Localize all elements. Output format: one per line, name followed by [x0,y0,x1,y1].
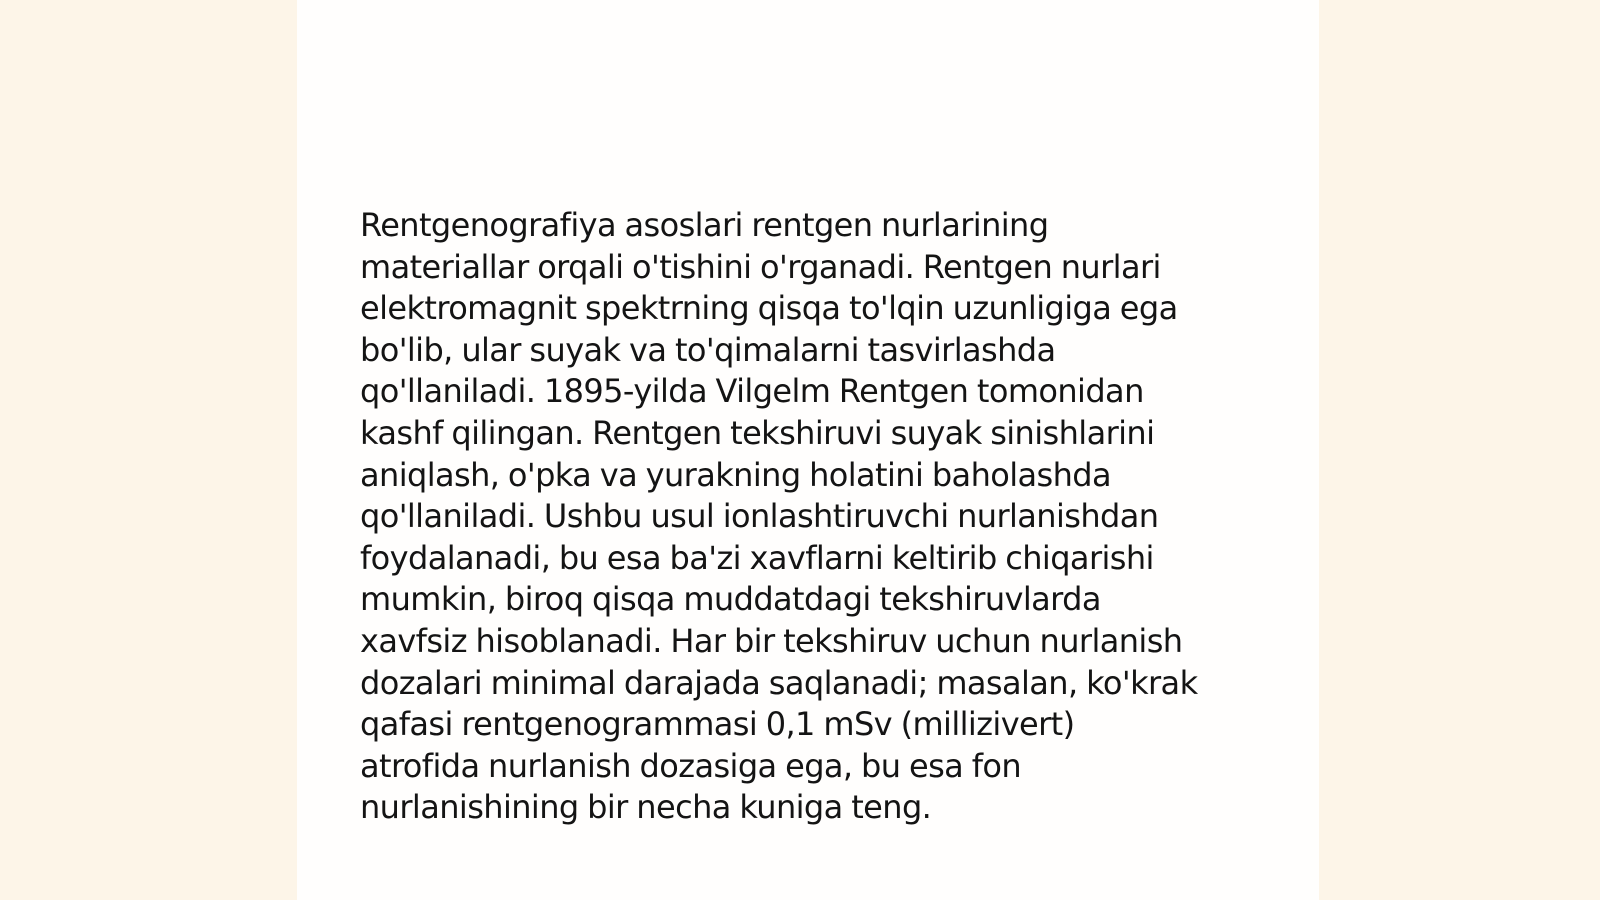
paragraph-line: kashf qilingan. Rentgen tekshiruvi suyak sinishlarini [360,413,1155,452]
paragraph-line: dozalari minimal darajada saqlanadi; masalan, ko'krak [360,663,1198,702]
paragraph-line: qafasi rentgenogrammasi 0,1 mSv (millizivert) [360,705,1075,744]
body-paragraph [360,205,1260,829]
paragraph-line: qo'llaniladi. 1895-yilda Vilgelm Rentgen tomonidan [360,372,1144,411]
paragraph-line: mumkin, biroq qisqa muddatdagi tekshiruvlarda [360,580,1101,619]
paragraph-line: qo'llaniladi. Ushbu usul ionlashtiruvchi nurlanishdan [360,497,1159,536]
paragraph-line: xavfsiz hisoblanadi. Har bir tekshiruv uchun nurlanish [360,621,1183,660]
paragraph-line: atrofida nurlanish dozasiga ega, bu esa fon [360,746,1022,785]
paragraph-line: foydalanadi, bu esa ba'zi xavflarni keltirib chiqarishi [360,538,1154,577]
paragraph-line: nurlanishining bir necha kuniga teng. [360,788,932,827]
paragraph-line: Rentgenografiya asoslari rentgen nurlarining [360,206,1049,244]
document-page [297,0,1319,900]
paragraph-line: aniqlash, o'pka va yurakning holatini baholashda [360,455,1111,494]
paragraph-line: materiallar orqali o'tishini o'rganadi. Rentgen nurlari [360,247,1161,286]
paragraph-line: elektromagnit spektrning qisqa to'lqin uzunligiga ega [360,289,1178,328]
paragraph-line: bo'lib, ular suyak va to'qimalarni tasvirlashda [360,330,1056,369]
